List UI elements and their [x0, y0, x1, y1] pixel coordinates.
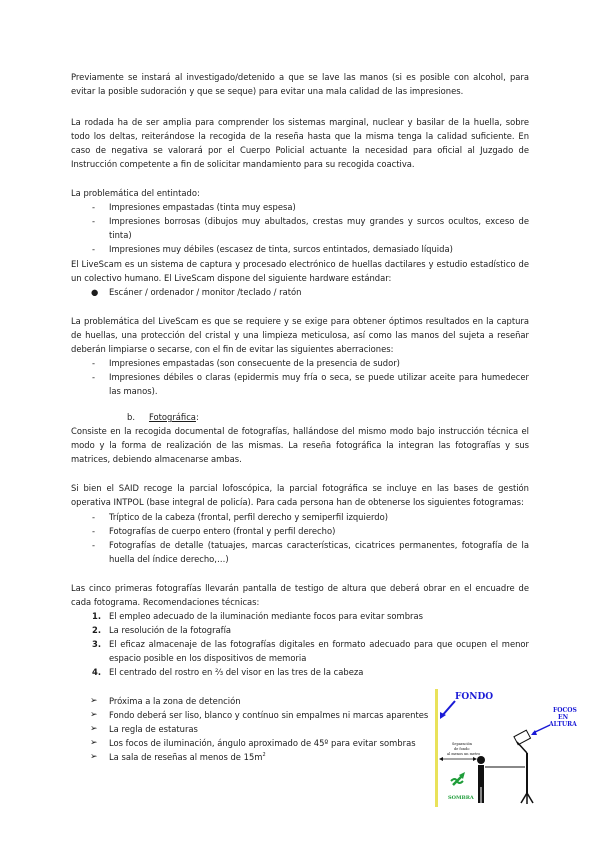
list-item: 1. El empleo adecuado de la iluminación mediante focos para evitar sombras: [92, 611, 423, 621]
paragraph-rodada: La rodada ha de ser amplia para comprender los sistemas marginal, nuclear y basilar de la huella, sobre todo los deltas, reiterándose la recogida de la reseña hasta que la misma tenga la calidad suficiente. En caso de negativa se valorará por el Cuerpo Policial actuante la necesidad para oficial al Juzgado de Instrucción competente a fin de solicitar mandamiento para su recogida coactiva.: [71, 117, 529, 169]
dash-bullet: -: [92, 202, 96, 212]
label-fondo: FONDO: [455, 692, 494, 702]
arrow-bullet-icon: ➢: [90, 696, 98, 706]
paragraph-problematica-livescam: La problemática del LiveScam es que se requiere y se exige para obtener óptimos resultados en la captura de huellas, una protección del cristal y una limpieza meticulosa, así como las manos del sujeta a reseñar deberán limpiarse o secarse, con el fin de evitar las siguientes aberraciones:: [71, 316, 529, 354]
list-item: 4. El centrado del rostro en ⅔ del visor en las tres de la cabeza: [92, 667, 364, 677]
photo-setup-illustration: [429, 681, 588, 809]
arrow-bullet-icon: ➢: [90, 752, 98, 762]
list-fotogramas: [71, 510, 529, 566]
paragraph-livescam: El LiveScam es un sistema de captura y procesado electrónico de huellas dactilares y estudio estadístico de un colectivo humano. El LiveScam dispone del siguiente hardware estándar:: [71, 259, 529, 283]
dash-bullet: -: [92, 244, 96, 254]
section-title: Fotográfica: [148, 412, 196, 422]
list-item: ➢ Fondo deberá ser liso, blanco y contínuo sin empalmes ni marcas aparentes: [90, 710, 429, 720]
list-item: - Impresiones débiles o claras (epidermis muy fría o seca, se puede utilizar aceite para humedecer las manos).: [92, 372, 529, 396]
dash-bullet: -: [92, 540, 96, 550]
paragraph-fotografica: Consiste en la recogida documental de fotografías, hallándose del mismo modo bajo instrucción técnica el modo y la forma de realización de las mismas. La reseña fotográfica la integran las fotografías y sus matrices, debiendo almacenarse ambas.: [71, 426, 529, 464]
dash-bullet: -: [92, 372, 96, 382]
list-condiciones-sala: [71, 694, 429, 764]
dash-bullet: -: [92, 526, 96, 536]
section-heading-fotografica: b. Fotográfica:: [127, 412, 199, 422]
list-item: ● Escáner / ordenador / monitor /teclado / ratón: [91, 287, 302, 297]
list-recomendaciones: [71, 609, 529, 679]
dash-bullet: -: [92, 512, 96, 522]
list-item: ➢ La sala de reseñas al menos de $15m^2$: [90, 752, 266, 762]
arrow-bullet-icon: ➢: [90, 710, 98, 720]
svg-text:al menos un metro: al menos un metro: [447, 752, 481, 756]
label-separacion: Separación: [452, 742, 472, 746]
list-item: - Tríptico de la cabeza (frontal, perfil derecho y semiperfil izquierdo): [92, 512, 388, 522]
list-item: 2. La resolución de la fotografía: [92, 625, 232, 635]
label-sombra: SOMBRA: [448, 795, 474, 801]
label-focos-en: EN: [558, 714, 569, 721]
list-item: - Fotografías de detalle (tatuajes, marcas características, cicatrices permanentes, fotografía de la huella del índice derecho,…): [92, 540, 529, 564]
list-item: - Fotografías de cuerpo entero (frontal y perfil derecho): [92, 526, 336, 536]
background-wall: [435, 689, 438, 807]
list-item: ➢ La regla de estaturas: [90, 724, 198, 734]
paragraph-problematica-entintado: La problemática del entintado:: [71, 188, 200, 198]
list-entintado: [71, 200, 529, 256]
list-item: ➢ Próxima a la zona de detención: [90, 696, 241, 706]
list-item: - Impresiones borrosas (dibujos muy abultados, crestas muy grandes y surcos ocultos, exceso de tinta): [92, 216, 529, 240]
list-item: - Impresiones empastadas (tinta muy espesa): [92, 202, 296, 212]
paragraph-cinco-fotografias: Las cinco primeras fotografías llevarán pantalla de testigo de altura que deberá obrar en el encuadre de cada fotograma. Recomendaciones técnicas:: [71, 583, 529, 607]
list-item: 3. El eficaz almacenaje de las fotografías digitales en formato adecuado para que ocupen el menor espacio posible en los dispositivos de memoria: [92, 639, 529, 663]
bullet-dot: ●: [91, 287, 99, 297]
label-focos: FOCOS: [553, 707, 577, 714]
arrow-bullet-icon: ➢: [90, 724, 98, 734]
arrow-bullet-icon: ➢: [90, 738, 98, 748]
list-item: ➢ Los focos de iluminación, ángulo aproximado de 45º para evitar sombras: [90, 738, 416, 748]
dash-bullet: -: [92, 216, 96, 226]
label-focos-altura: ALTURA: [549, 721, 577, 728]
svg-text:de fondo: de fondo: [454, 747, 470, 751]
dash-bullet: -: [92, 358, 96, 368]
paragraph-lavado: Previamente se instará al investigado/detenido a que se lave las manos (si es posible con alcohol, para evitar la posible sudoración y que se seque) para evitar una mala calidad de las impresiones.: [71, 72, 529, 96]
list-aberraciones: [71, 356, 529, 398]
lamp-icon: [514, 730, 531, 745]
paragraph-said: Si bien el SAID recoge la parcial lofoscópica, la parcial fotográfica se incluye en las bases de gestión operativa INTPOL (base integral de policía). Para cada persona han de obtenerse los siguientes fotogramas:: [71, 483, 529, 507]
list-item: - Impresiones muy débiles (escasez de tinta, surcos entintados, demasiado líquida): [92, 244, 453, 254]
list-hardware: [71, 285, 529, 299]
list-item: - Impresiones empastadas (son consecuente de la presencia de sudor): [92, 358, 400, 368]
person-icon: [477, 756, 485, 764]
